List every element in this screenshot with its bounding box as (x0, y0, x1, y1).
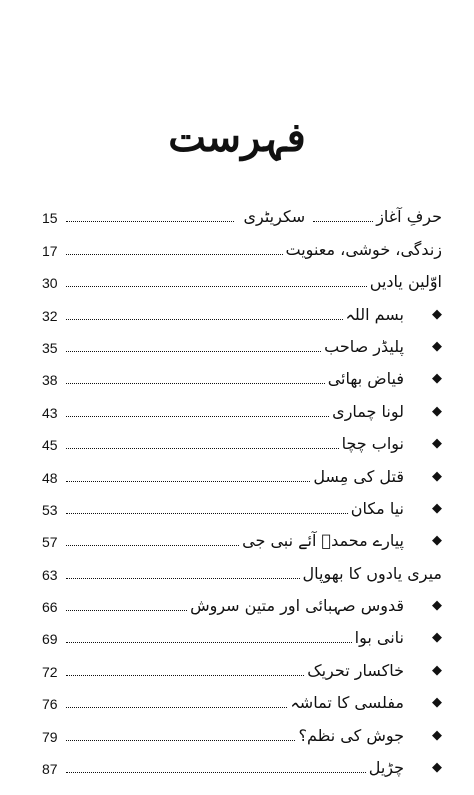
toc-page-number: 63 (42, 566, 58, 583)
toc-entry-title: فیاض بھائی (327, 369, 404, 389)
diamond-bullet-icon: ◆ (432, 436, 442, 452)
toc-leader-dots (66, 447, 339, 449)
toc-entry-title: نانی بوا (354, 628, 404, 648)
toc-leader-dots (66, 577, 300, 579)
toc-leader-dots (313, 220, 373, 222)
toc-entry (42, 455, 442, 487)
toc-entry (42, 228, 442, 260)
toc-entry-note: سکریٹری (243, 207, 306, 227)
toc-leader-dots (66, 706, 287, 708)
toc-entry-title: میری یادوں کا بھوپال (302, 563, 442, 583)
toc-entry (42, 488, 442, 520)
toc-entry-title: حرفِ آغاز (376, 207, 442, 227)
toc-page-number: 38 (42, 372, 58, 389)
toc-page-number: 17 (42, 242, 58, 259)
toc-leader-dots (66, 641, 352, 643)
toc-page-number: 48 (42, 469, 58, 486)
toc-entry-title: پیارے محمدؐ آئے نبی جی (242, 531, 404, 551)
diamond-bullet-icon: ◆ (432, 306, 442, 322)
diamond-bullet-icon: ◆ (432, 727, 442, 743)
toc-entry (42, 326, 442, 358)
diamond-bullet-icon: ◆ (432, 695, 442, 711)
toc-entry (42, 358, 442, 390)
toc-page-number: 69 (42, 631, 58, 648)
toc-leader-dots (66, 350, 321, 352)
toc-leader-dots (66, 544, 239, 546)
toc-entry (42, 747, 442, 779)
toc-leader-dots (66, 285, 367, 287)
table-of-contents (42, 196, 442, 779)
toc-entry-title: نیا مکان (350, 498, 404, 518)
toc-leader-dots (66, 220, 234, 222)
diamond-bullet-icon: ◆ (432, 468, 442, 484)
diamond-bullet-icon: ◆ (432, 630, 442, 646)
toc-page-number: 72 (42, 663, 58, 680)
toc-entry-title: نواب چچا (341, 434, 404, 454)
toc-entry-title: قتل کی مِسل (313, 466, 404, 486)
toc-page-number: 45 (42, 437, 58, 454)
toc-page-number: 76 (42, 696, 58, 713)
toc-entry (42, 520, 442, 552)
toc-leader-dots (66, 253, 283, 255)
diamond-bullet-icon: ◆ (432, 533, 442, 549)
page-title: فہرست (168, 114, 306, 161)
toc-page-number: 87 (42, 761, 58, 778)
toc-entry-title: بسم اللہ (345, 304, 404, 324)
diamond-bullet-icon: ◆ (432, 338, 442, 354)
toc-entry-title: خاکسار تحریک (307, 660, 404, 680)
toc-leader-dots (66, 674, 304, 676)
diamond-bullet-icon: ◆ (432, 760, 442, 776)
toc-entry-title: مفلسی کا تماشہ (290, 693, 404, 713)
toc-entry-title: چڑیل (368, 758, 404, 778)
toc-leader-dots (66, 739, 295, 741)
toc-entry (42, 423, 442, 455)
toc-entry (42, 390, 442, 422)
toc-page-number: 15 (42, 210, 58, 227)
toc-entry (42, 293, 442, 325)
toc-page-number: 79 (42, 728, 58, 745)
toc-entry-title: لونا چماری (332, 401, 404, 421)
toc-page-number: 30 (42, 275, 58, 292)
diamond-bullet-icon: ◆ (432, 403, 442, 419)
toc-entry (42, 196, 442, 228)
toc-leader-dots (66, 771, 366, 773)
toc-page-number: 53 (42, 501, 58, 518)
toc-leader-dots (66, 609, 187, 611)
toc-entry-title: قدوس صہبائی اور متین سروش (190, 596, 404, 616)
toc-leader-dots (66, 382, 325, 384)
toc-entry (42, 714, 442, 746)
toc-entry-title: پلیڈر صاحب (324, 336, 404, 356)
toc-entry-title: زندگی، خوشی، معنویت (285, 239, 442, 259)
toc-page-number: 43 (42, 404, 58, 421)
toc-leader-dots (66, 415, 329, 417)
toc-entry-title: جوش کی نظم؟ (298, 725, 404, 745)
toc-entry (42, 552, 442, 584)
diamond-bullet-icon: ◆ (432, 500, 442, 516)
toc-leader-dots (66, 512, 348, 514)
toc-entry (42, 682, 442, 714)
toc-page-number: 57 (42, 534, 58, 551)
toc-entry (42, 585, 442, 617)
toc-page-number: 66 (42, 599, 58, 616)
toc-page-number: 32 (42, 307, 58, 324)
toc-leader-dots (66, 480, 310, 482)
toc-entry (42, 617, 442, 649)
toc-entry (42, 261, 442, 293)
diamond-bullet-icon: ◆ (432, 598, 442, 614)
toc-entry-title: اوّلین یادیں (369, 272, 442, 292)
toc-page-number: 35 (42, 339, 58, 356)
diamond-bullet-icon: ◆ (432, 662, 442, 678)
toc-leader-dots (66, 318, 343, 320)
diamond-bullet-icon: ◆ (432, 371, 442, 387)
toc-entry (42, 649, 442, 681)
